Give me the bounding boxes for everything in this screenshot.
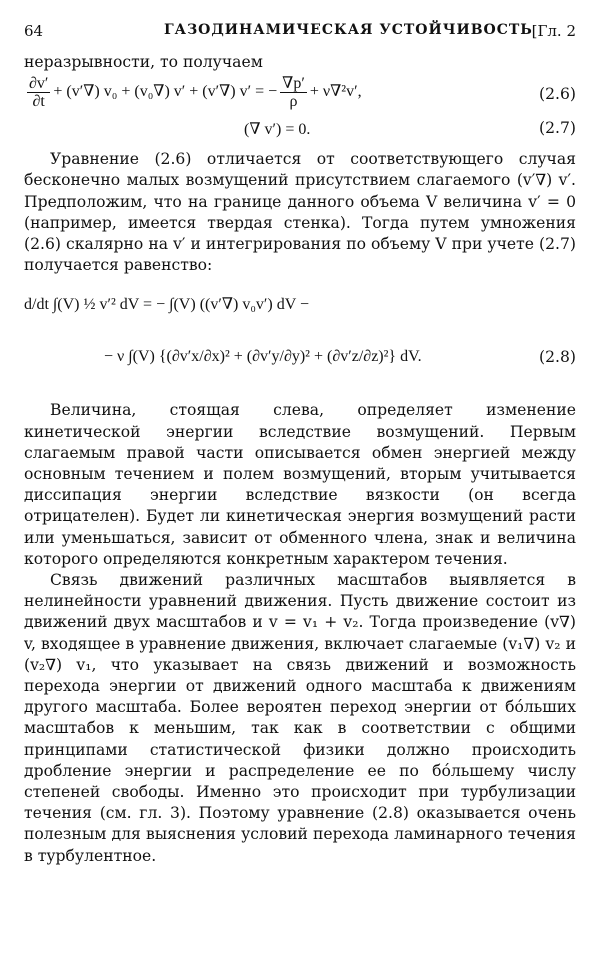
eq26-middle: + (v′∇) v₀ + (v₀∇) v′ + (v′∇) v′ = − (53, 83, 278, 101)
equation-2-7 (24, 117, 576, 143)
equation-2-6 (24, 75, 576, 117)
equation-label-2-6: (2.6) (539, 85, 576, 104)
intro-fragment: неразрывности, то получаем (24, 53, 263, 71)
chapter-label: [Гл. 2 (531, 22, 576, 40)
paragraph-3: Связь движений различных масштабов выявляется в нелинейности уравнений движения. Пусть движение состоит из движений двух масштабов и v = v₁ + v₂. Тогда произведение (v∇) v, входящее в уравнение движения, включает слагаемые (v₁∇) v₂ и (v₂∇) v₁, что указывает на связь движений и возможность перехода энергии от движений одного масштаба к движениям другого масштаба. Более вероятен переход энергии от бо́льших масштабов к меньшим, так как в соответствии с общими принципами статистической физики должно происходить дробление энергии и распределение ее по бо́льшему числу степеней свободы. Именно это происходит при турбулизации течения (см. гл. 3). Поэтому уравнение (2.8) оказывается очень полезным для выяснения условий перехода ламинарного течения в турбулентное. (24, 571, 576, 865)
eq26-tail: + ν∇²v′, (309, 83, 362, 101)
page-number: 64 (24, 22, 44, 40)
eq28-line2: − ν ∫(V) {(∂v′x/∂x)² + (∂v′y/∂y)² + (∂v′z/∂z)²} dV. (104, 348, 422, 366)
equation-2-8-line-2 (24, 334, 576, 394)
running-title: ГАЗОДИНАМИЧЕСКАЯ УСТОЙЧИВОСТЬ (164, 22, 533, 38)
book-page (24, 18, 576, 867)
pressure-term: $\frac{\nabla p'}{\rho}$ (282, 75, 305, 111)
equation-label-2-8: (2.8) (539, 348, 576, 367)
eq27-body: (∇ v′) = 0. (244, 121, 311, 139)
equation-label-2-7: (2.7) (539, 119, 576, 138)
paragraph-2: Величина, стоящая слева, определяет изменение кинетической энергии вследствие возмущений. Первым слагаемым правой части описывается обмен энергией между основным течением и полем возмущений, вторым учитывается диссипация энергии вследствие вязкости (он всегда отрицателен). Будет ли кинетическая энергия возмущений расти или уменьшаться, зависит от обменного члена, знак и величина которого определяются конкретным характером течения. (24, 401, 576, 568)
page-header (24, 18, 576, 48)
equation-2-8-line-1 (24, 280, 576, 334)
time-derivative: $\frac{\partial v'}{\partial t}$ (29, 75, 49, 111)
eq28-line1: d/dt ∫(V) ½ v′² dV = − ∫(V) ((v′∇) v₀v′) dV − (24, 296, 310, 314)
paragraph-1: Уравнение (2.6) отличается от соответствующего случая бесконечно малых возмущений присутствием слагаемого (v′∇) v′. Предположим, что на границе данного объема V величина v′ = 0 (например, имеется твердая стенка). Тогда путем умножения (2.6) скалярно на v′ и интегрирования по объему V при учете (2.7) получается равенство: (24, 150, 576, 275)
